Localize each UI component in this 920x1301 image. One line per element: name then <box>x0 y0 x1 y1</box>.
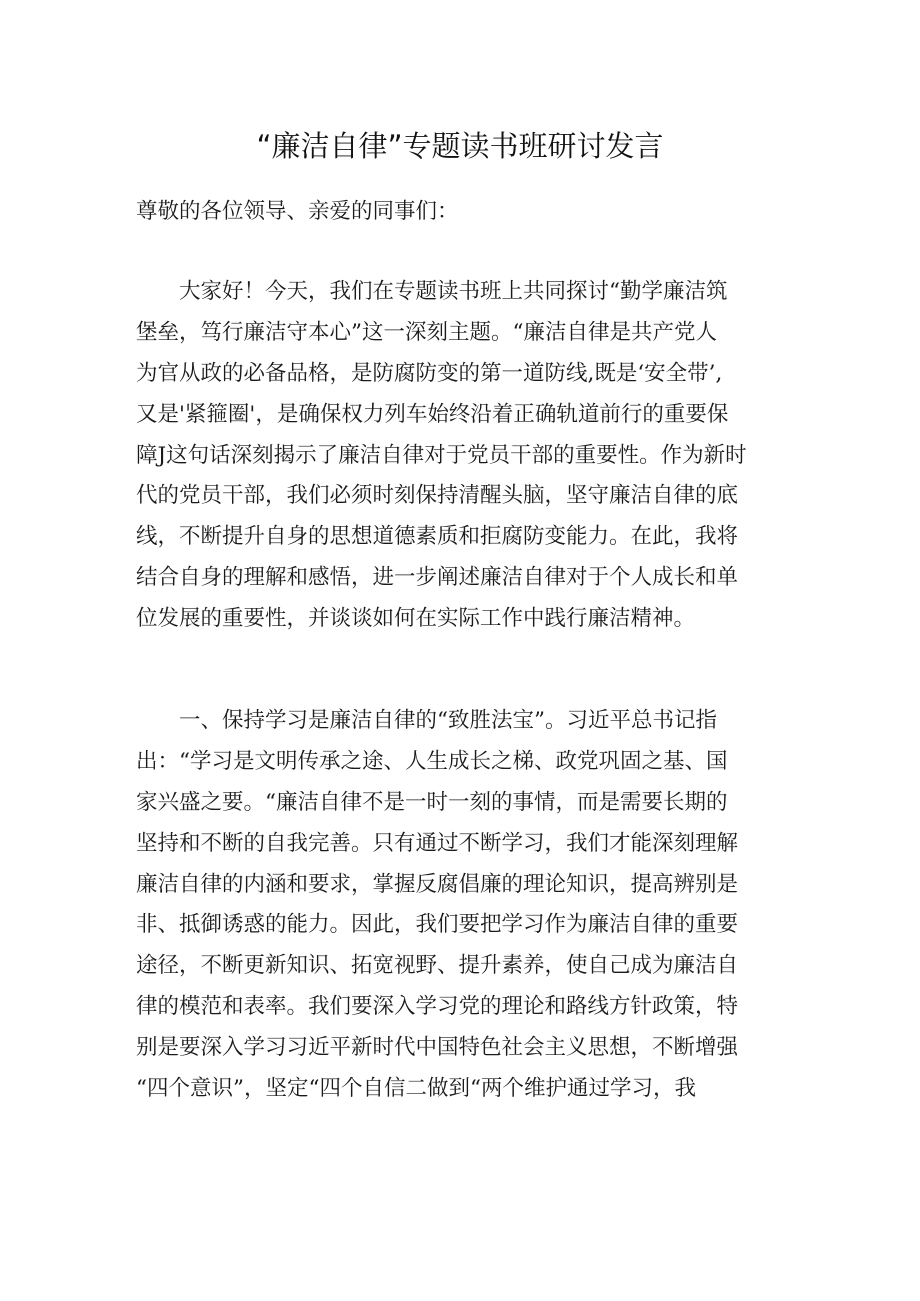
paragraph-line: 大家好！今天，我们在专题读书班上共同探讨“勤学廉洁筑 <box>136 279 728 304</box>
paragraph-line: 堡垒，笃行廉洁守本心”这一深刻主题。“廉洁自律是共产党人 <box>136 319 717 345</box>
paragraph-line: 位发展的重要性，并谈谈如何在实际工作中践行廉洁精神。 <box>136 606 696 632</box>
paragraph-line: 障J这句话深刻揭示了廉洁自律对于党员干部的重要性。作为新时 <box>136 442 747 468</box>
page-title: “廉洁自律”专题读书班研讨发言 <box>256 129 664 163</box>
salutation <box>136 192 786 233</box>
paragraph-line: 一、保持学习是廉洁自律的“致胜法宝”。习近平总书记指 <box>136 708 717 733</box>
paragraph-line: 律的模范和表率。我们要深入学习党的理论和路线方针政策，特 <box>136 994 739 1020</box>
paragraph-line: 结合自身的理解和感悟，进一步阐述廉洁自律对于个人成长和单 <box>136 565 739 591</box>
salutation-line: 尊敬的各位领导、亲爱的同事们： <box>136 199 459 224</box>
paragraph-line: 别是要深入学习习近平新时代中国特色社会主义思想，不断增强 <box>136 1035 739 1061</box>
paragraph-line: 家兴盛之要。“廉洁自律不是一时一刻的事情，而是需要长期的 <box>136 789 728 815</box>
paragraph-line: 廉洁自律的内涵和要求，掌握反腐倡廉的理论知识，提高辨别是 <box>136 871 739 897</box>
paragraph-line: 坚持和不断的自我完善。只有通过不断学习，我们才能深刻理解 <box>136 830 739 856</box>
paragraph-line: 代的党员干部，我们必须时刻保持清醒头脑，坚守廉洁自律的底 <box>136 483 739 509</box>
paragraph-line: 线，不断提升自身的思想道德素质和拒腐防变能力。在此，我将 <box>136 524 739 550</box>
paragraph-line: 为官从政的必备品格，是防腐防变的第一道防线,既是‘安全带’, <box>136 360 723 386</box>
paragraph-section-one <box>136 701 786 1110</box>
paragraph-line: “四个意识”，坚定“四个自信二做到“两个维护通过学习，我 <box>136 1076 696 1102</box>
paragraph-line: 又是'紧箍圈'，是确保权力列车始终沿着正确轨道前行的重要保 <box>136 401 729 427</box>
paragraph-line: 出：“学习是文明传承之途、人生成长之梯、政党巩固之基、国 <box>136 748 728 774</box>
paragraph-line: 途径，不断更新知识、拓宽视野、提升素养，使自己成为廉洁自 <box>136 953 739 979</box>
paragraph-intro <box>136 272 786 640</box>
paragraph-line: 非、抵御诱惑的能力。因此，我们要把学习作为廉洁自律的重要 <box>136 912 739 938</box>
